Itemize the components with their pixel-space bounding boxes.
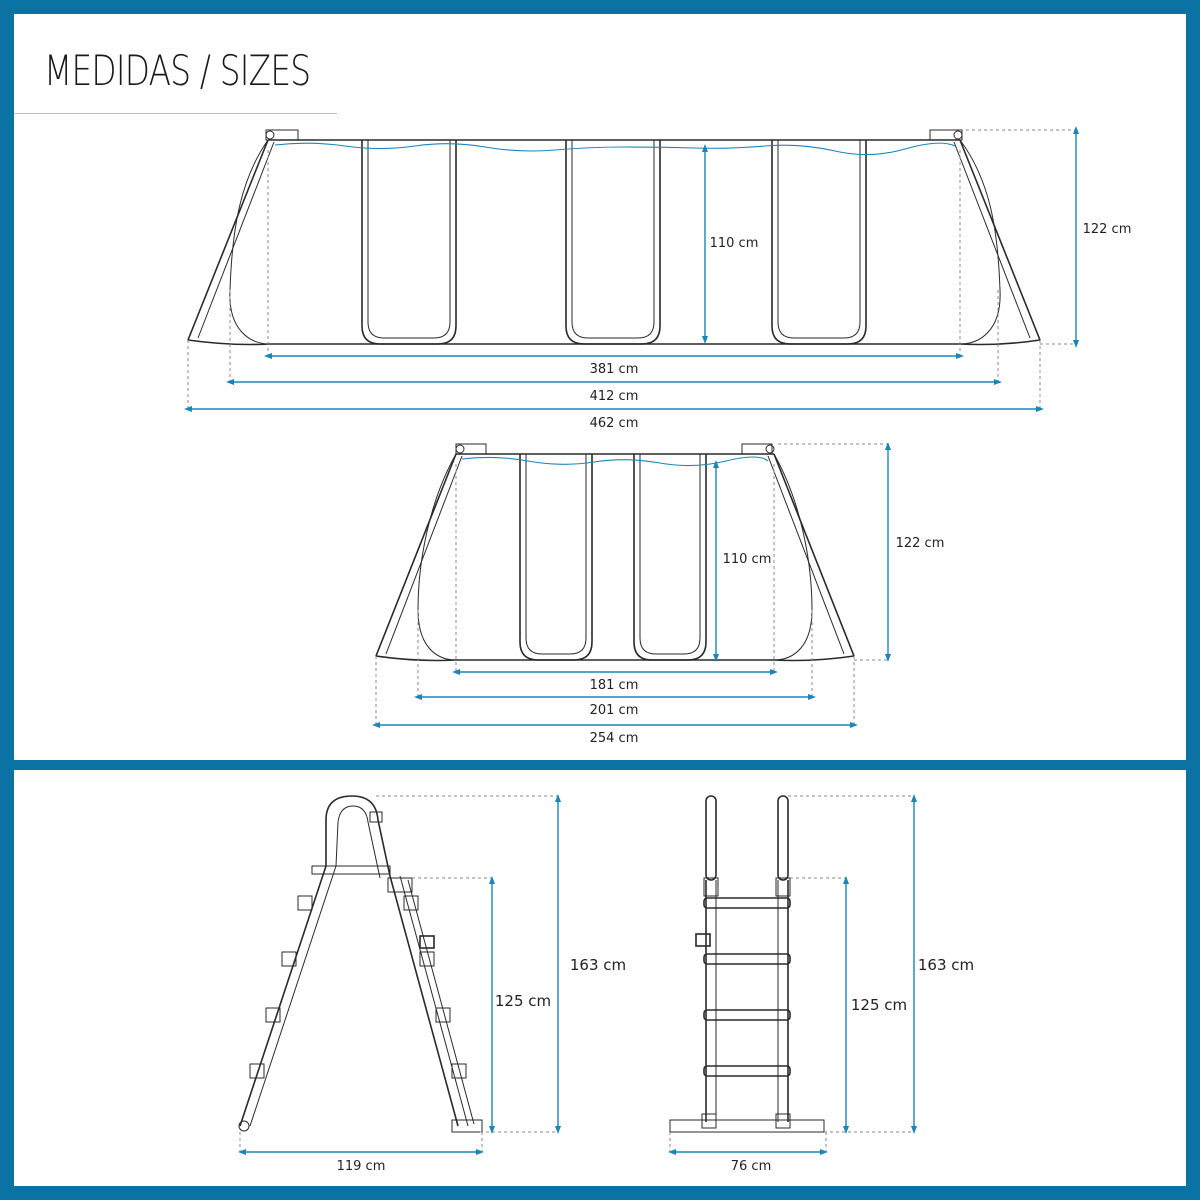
- large-pool-drawing: [188, 130, 1131, 431]
- small-pool-mid-width-label: 201 cm: [589, 703, 639, 718]
- small-pool-water-depth-label: 110 cm: [722, 552, 772, 567]
- ladder-front-view: [670, 796, 974, 1174]
- small-pool-height-label: 122 cm: [895, 536, 945, 551]
- ladder-side-step-height-label: 125 cm: [494, 992, 552, 1010]
- large-pool-height-label: 122 cm: [1082, 222, 1132, 237]
- large-pool-outer-width-label: 462 cm: [589, 416, 639, 431]
- small-pool-outer-width-label: 254 cm: [589, 731, 639, 746]
- ladder-side-base-width-label: 119 cm: [336, 1159, 386, 1174]
- large-pool-water-depth-label: 110 cm: [709, 236, 759, 251]
- ladder-side-view: [239, 796, 626, 1174]
- page-title: MEDIDAS / SIZES: [44, 46, 311, 95]
- large-pool-mid-width-label: 412 cm: [589, 389, 639, 404]
- small-pool-inner-width-label: 181 cm: [589, 678, 639, 693]
- ladder-side-total-height-label: 163 cm: [569, 956, 627, 974]
- ladder-front-step-height-label: 125 cm: [850, 996, 908, 1014]
- ladder-front-total-height-label: 163 cm: [917, 956, 975, 974]
- small-pool-drawing: [376, 444, 944, 746]
- large-pool-inner-width-label: 381 cm: [589, 362, 639, 377]
- ladder-front-base-width-label: 76 cm: [730, 1159, 772, 1174]
